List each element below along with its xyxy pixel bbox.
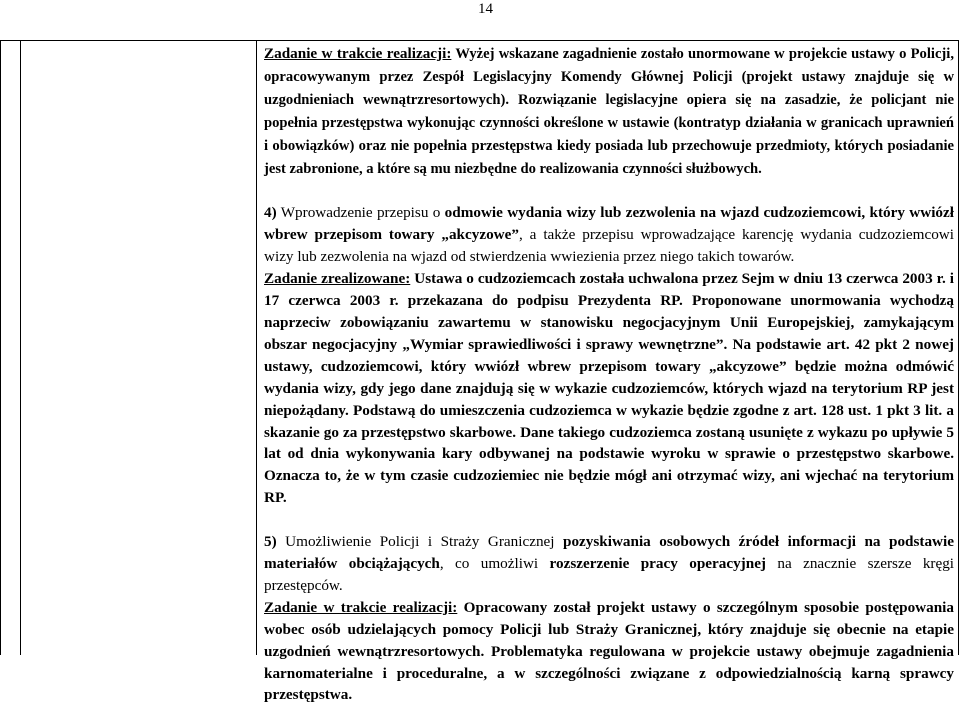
- table-border-mid: [256, 40, 257, 655]
- paragraph-text: , co umożliwi: [439, 555, 550, 573]
- paragraph-text-bold: odmowie wydania wizy lub zezwolenia na wjazd cudzoziemcowi, który wwiózł wbrew przepisom towary „akcyzowe”: [264, 204, 954, 244]
- paragraph-text-bold: rozszerzenie pracy operacyjnej: [549, 555, 766, 573]
- table-border-left-outer: [0, 40, 1, 655]
- paragraph-text: Wyżej wskazane zagadnienie zostało unormowane w projekcie ustawy o Policji, opracowywanym przez Zespół Legislacyjny Komendy Głównej Policji (projekt ustawy znajduje się w uzgodnieniach wewnątrzresortowych).: [264, 46, 954, 108]
- table-border-right: [958, 40, 959, 655]
- paragraph-text: , a także przepisu wprowadzające karencję wydania cudzoziemcowi wizy lub zezwolenia na wjazd od stwierdzenia wwiezienia przez niego takich towarów.: [264, 226, 954, 266]
- paragraph-text-bold: Ustawa o cudzoziemcach została uchwalona przez Sejm w dniu 13 czerwca 2003 r. i 17 czerwca 2003 r. przekazana do podpisu Prezydenta RP. Proponowane unormowania wychodzą naprzeciw zobowiązaniu zawartemu w stanowisku negocjacyjnym Unii Europejskiej, zamykającym obszar negocjacyjny „Wymiar sprawiedliwości i sprawy wewnętrzne”. Na podstawie art. 42 pkt 2 nowej ustawy, cudzoziemcowi, który wwiózł wbrew przepisom towary „akcyzowe” będzie można odmówić wydania wizy, gdy jego dane znajdują się w wykazie cudzoziemców, których wjazd na terytorium RP jest niepożądany. Podstawą do umieszczenia cudzoziemca w wykazie będzie zgodne z art. 128 ust. 1 pkt 3 lit. a skazanie go za przestępstwo skarbowe. Dane takiego cudzoziemca zostaną usunięte z wykazu po upływie 5 lat od dnia wykonywania kary odbywanej na podstawie wyroku w sprawie o przestępstwo skarbowe. Oznacza to, że w tym czasie cudzoziemiec nie będzie mógł ani otrzymać wizy, ani wjechać na terytorium RP.: [264, 270, 954, 507]
- status-label: Zadanie w trakcie realizacji:: [264, 598, 458, 616]
- status-label: Zadanie zrealizowane:: [264, 270, 411, 288]
- paragraph-text-bold: Opracowany został projekt ustawy o szczególnym sposobie postępowania wobec osób udzielających pomocy Policji lub Straży Granicznej, który znajduje się obecnie na etapie uzgodnień wewnątrzresortowych. Problematyka regulowana w projekcie ustawy obejmuje zagadnienia karnomaterialne i proceduralne, a w szczególności związane z odpowiedzialnością karną sprawcy przestępstwa.: [264, 598, 954, 704]
- table-border-top: [0, 40, 959, 41]
- paragraph-text: Umożliwienie Policji i Straży Granicznej: [276, 533, 563, 551]
- paragraph-text-bold: pozyskiwania osobowych źródeł informacji na podstawie materiałów obciążających: [264, 533, 954, 573]
- paragraph-item-5: [264, 531, 954, 706]
- status-label: Zadanie w trakcie realizacji:: [264, 45, 452, 62]
- paragraph-text: Rozwiązanie legislacyjne opiera się na zasadzie, że policjant nie popełnia przestępstwa wykonując czynności określone w ustawie (kontratyp działania w granicach uprawnień i obowiązków) oraz nie popełnia przestępstwa kiedy posiada lub przechowuje przedmioty, których posiadanie jest zabronione, a które są mu niezbędne do realizowania czynności służbowych.: [264, 91, 954, 177]
- paragraph-task-in-progress: [264, 43, 954, 180]
- item-number: 5): [264, 533, 277, 551]
- table-border-left-inner: [20, 40, 21, 655]
- paragraph-text: na znacznie szersze kręgi przestępców.: [264, 555, 955, 594]
- document-body: [264, 43, 954, 706]
- page-number: 14: [478, 1, 493, 17]
- item-number: 4): [264, 204, 277, 222]
- paragraph-text: Wprowadzenie przepisu o: [276, 204, 445, 222]
- paragraph-item-4: [264, 202, 954, 509]
